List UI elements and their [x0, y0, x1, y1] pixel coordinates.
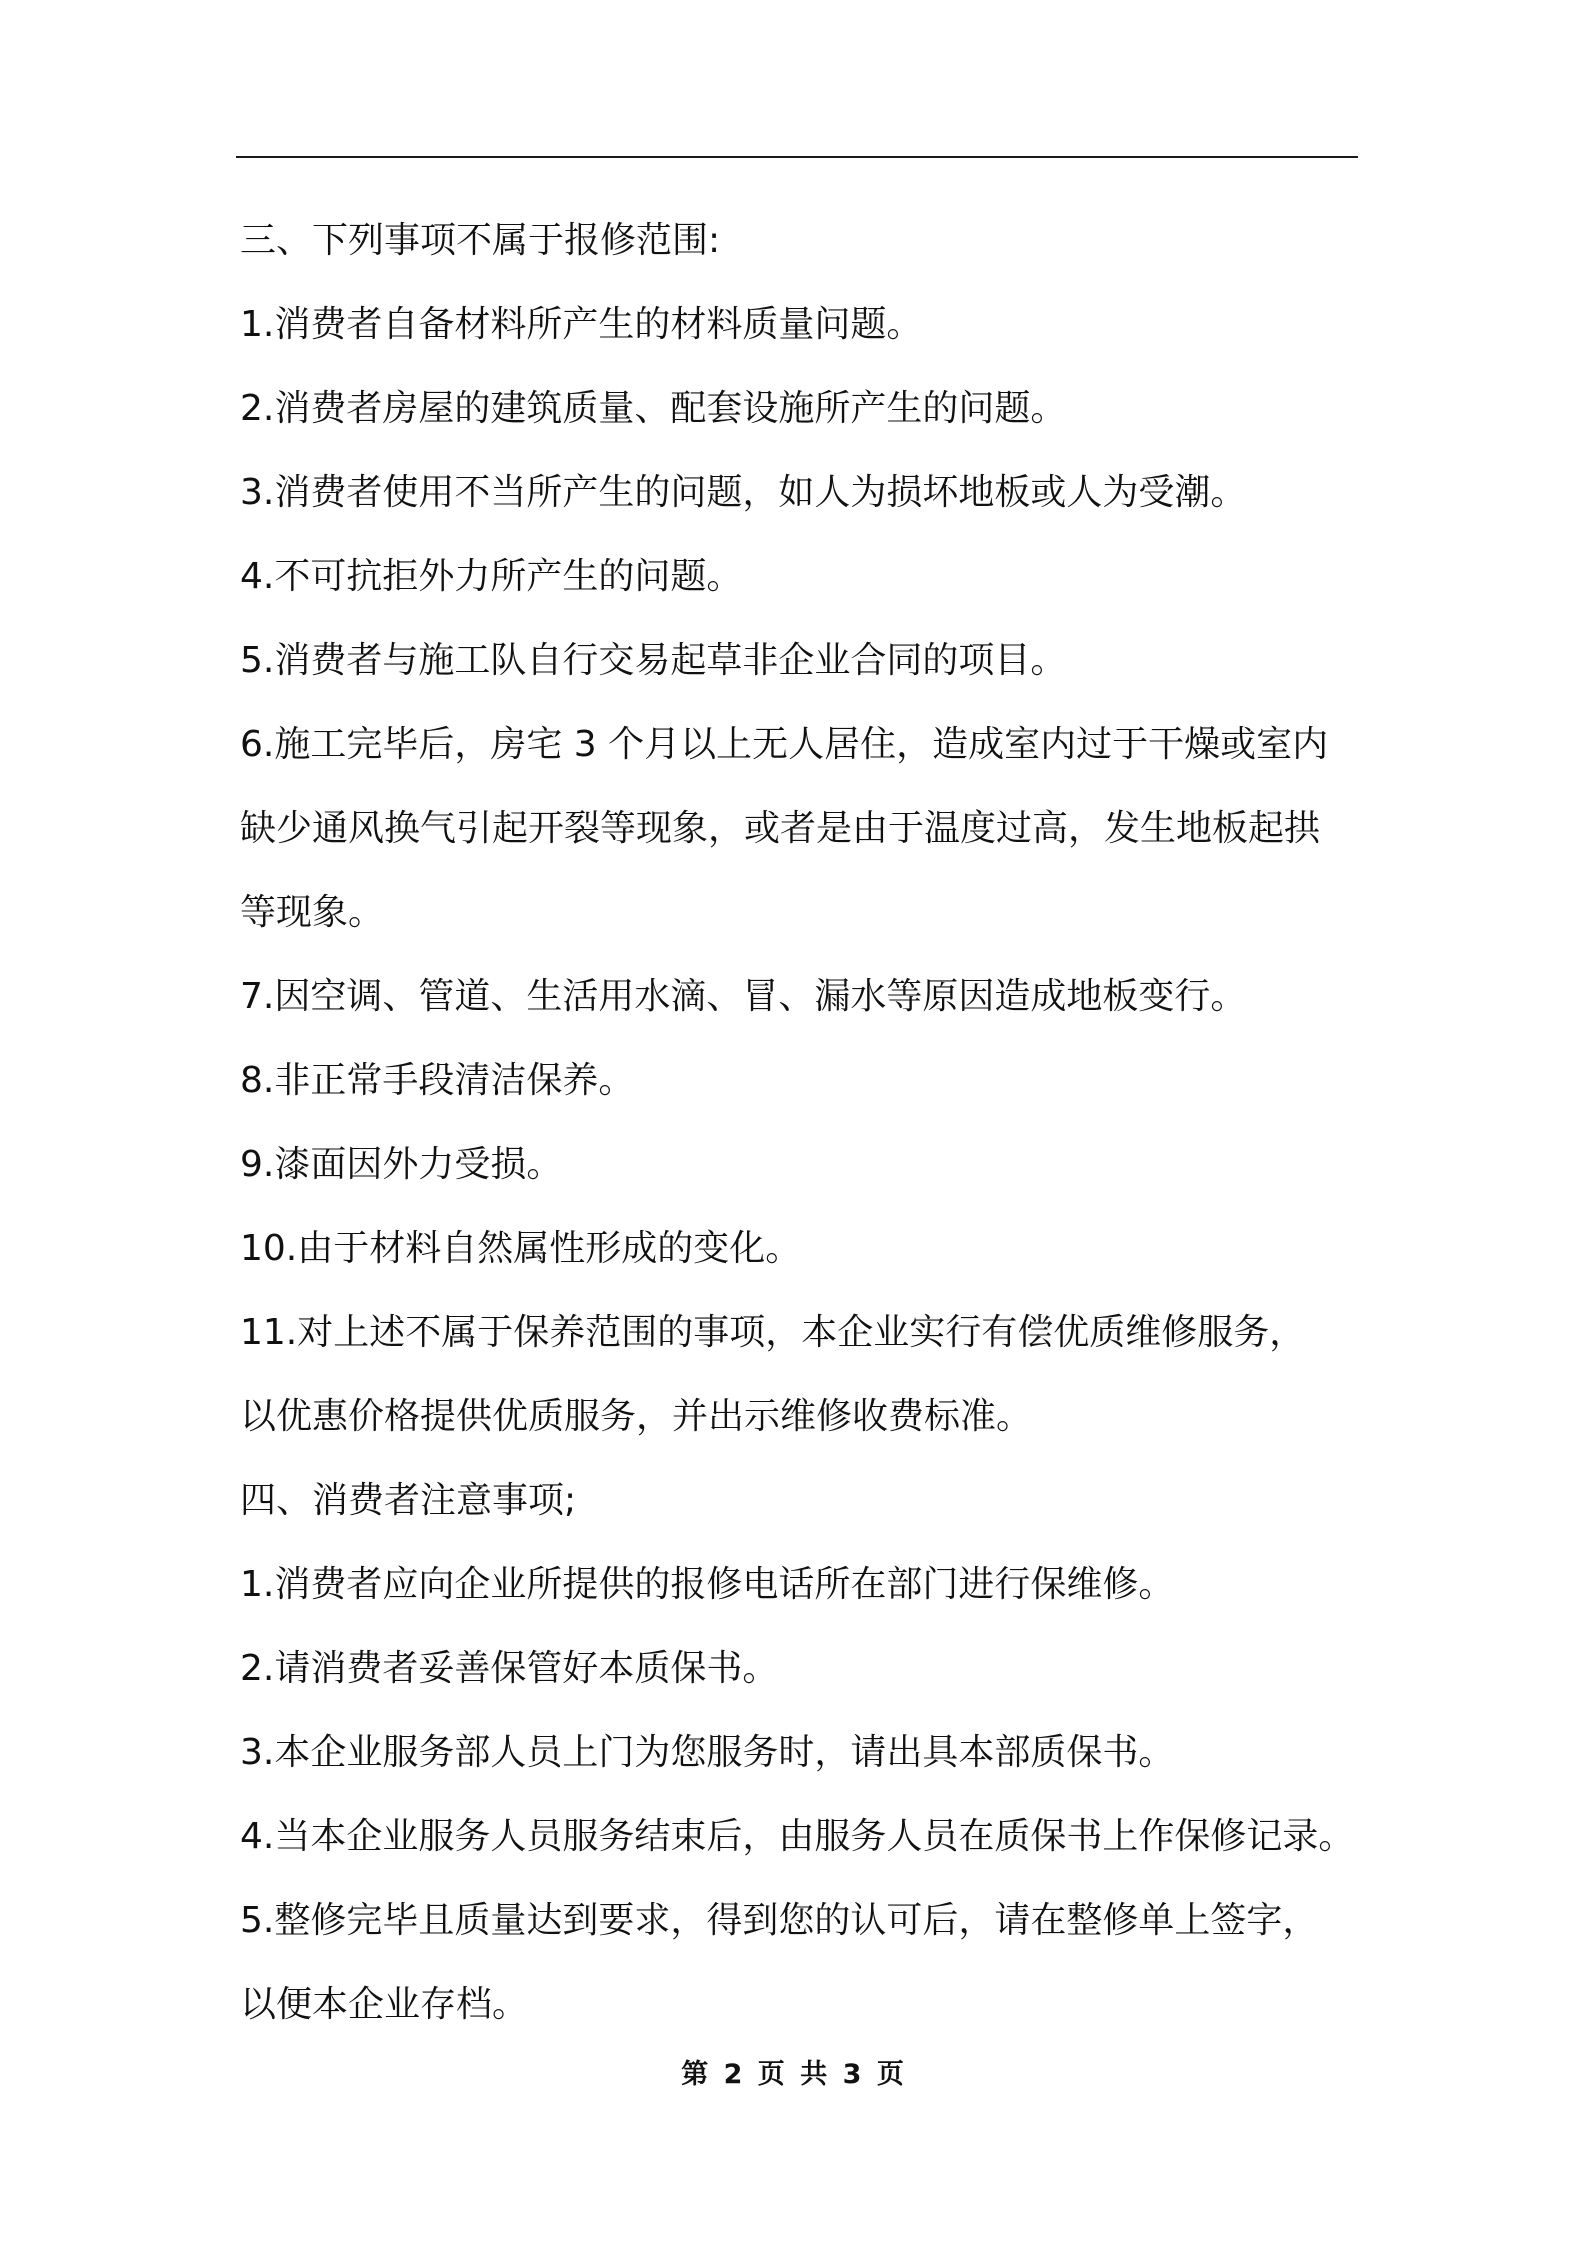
- list-item: 6.施工完毕后，房宅 3 个月以上无人居住，造成室内过于干燥或室内: [240, 724, 1329, 765]
- footer-total-label: 共: [800, 2059, 829, 2090]
- list-item: 7.因空调、管道、生活用水滴、冒、漏水等原因造成地板变行。: [240, 976, 1247, 1017]
- list-item: 2.请消费者妥善保管好本质保书。: [240, 1648, 779, 1689]
- footer-page-unit: 页: [757, 2059, 786, 2090]
- page-footer: [0, 2052, 1586, 2091]
- footer-page-label: 第: [681, 2059, 710, 2090]
- list-item: 9.漆面因外力受损。: [240, 1144, 563, 1185]
- list-item: 4.不可抗拒外力所产生的问题。: [240, 556, 743, 597]
- list-item: 1.消费者自备材料所产生的材料质量问题。: [240, 304, 923, 345]
- list-item: 2.消费者房屋的建筑质量、配套设施所产生的问题。: [240, 388, 1067, 429]
- list-item: 5.消费者与施工队自行交易起草非企业合同的项目。: [240, 640, 1067, 681]
- list-item: 3.消费者使用不当所产生的问题，如人为损坏地板或人为受潮。: [240, 472, 1247, 513]
- header-rule: [236, 156, 1358, 158]
- list-item: 1.消费者应向企业所提供的报修电话所在部门进行保维修。: [240, 1564, 1175, 1605]
- list-item: 8.非正常手段清洁保养。: [240, 1060, 635, 1101]
- list-item: 5.整修完毕且质量达到要求，得到您的认可后，请在整修单上签字，: [240, 1900, 1319, 1941]
- list-item-continuation: 以优惠价格提供优质服务，并出示维修收费标准。: [240, 1396, 1033, 1437]
- footer-total-unit: 页: [876, 2059, 905, 2090]
- footer-current-page: 2: [723, 2059, 744, 2090]
- document-body: [240, 199, 1370, 2047]
- list-item: 11.对上述不属于保养范围的事项，本企业实行有偿优质维修服务，: [240, 1312, 1306, 1353]
- list-item-continuation: 等现象。: [240, 892, 385, 933]
- footer-total-pages: 3: [842, 2059, 863, 2090]
- list-item: 4.当本企业服务人员服务结束后，由服务人员在质保书上作保修记录。: [240, 1816, 1355, 1857]
- list-item-continuation: 缺少通风换气引起开裂等现象，或者是由于温度过高，发生地板起拱: [240, 808, 1321, 849]
- section-heading-4: 四、消费者注意事项;: [240, 1480, 577, 1521]
- section-heading-3: 三、下列事项不属于报修范围:: [240, 220, 721, 261]
- list-item: 10.由于材料自然属性形成的变化。: [240, 1228, 802, 1269]
- list-item: 3.本企业服务部人员上门为您服务时，请出具本部质保书。: [240, 1732, 1175, 1773]
- list-item-continuation: 以便本企业存档。: [240, 1984, 529, 2025]
